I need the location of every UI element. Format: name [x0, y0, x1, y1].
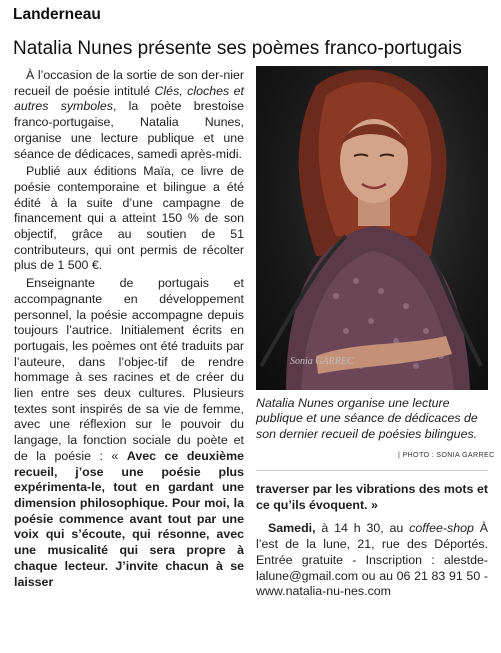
book-title: Clés, cloches et autres symboles [14, 83, 244, 114]
author-quote: Avec ce deuxième recueil, j’ose une poésie plus expérimenta-le, tout en gardant une dimension philosophique. Pour moi, la poésie commence avant tout par une voix qui s’écoute, qui résonne, avec une musicalité qui sera propre à chaque lecteur. J’invite chacun à se laisser [14, 448, 244, 589]
portrait-illustration [256, 66, 488, 390]
quote-end: traverser par les vibrations des mots et ce qu’ils évoquent. » [256, 482, 488, 512]
info-day: Samedi, [268, 521, 316, 536]
photo-credit: | PHOTO : SONIA GARREC [398, 450, 495, 459]
info-details: À l’est de la lune, 21, rue des Déportés. Entrée gratuite - Inscription : alestde-lalune@gmail.com ou au 06 21 83 91 50 - www.natalia-nu-nes.com [256, 521, 488, 599]
left-column [14, 68, 244, 640]
intro-text-end: , la poète brestoise franco-portugaise, Natalia Nunes, organise une lecture publique et une séance de dédicaces, samedi après-midi. [14, 99, 244, 161]
practical-info [256, 521, 488, 600]
intro-text: À l’occasion de la sortie de son der-nier recueil de poésie intitulé [14, 68, 244, 98]
photo-caption: Natalia Nunes organise une lecture publique et une séance de dédicaces de son dernier recueil de poésies bilingues. [256, 396, 478, 441]
info-time: à 14 h 30, au [315, 521, 410, 536]
caption-divider [256, 470, 488, 471]
right-column [256, 482, 488, 602]
paragraph-biography [14, 276, 244, 590]
section-label: Landerneau [13, 6, 101, 23]
biography-text: Enseignante de portugais et accompagnante en développement personnel, la poésie accompagne depuis toujours l’autrice. Initialement écrits en portugais, les poèmes ont été traduits par l’auteure, dans l’objec-tif de rendre hommage à ses racines et de créer du lien entre ses deux cultures. Plusieurs textes sont inspirés de sa vie de femme, avec une réflexion sur le pouvoir du langage, la fonction sociale du poète et de la poésie : « [14, 276, 244, 463]
author-photo [256, 66, 488, 390]
photo-watermark: Sonia GARREC [290, 356, 354, 367]
paragraph-intro [14, 68, 244, 162]
info-venue-type: coffee-shop [409, 521, 474, 536]
headline: Natalia Nunes présente ses poèmes franco-portugais [13, 38, 462, 59]
paragraph-publication: Publié aux éditions Maïa, ce livre de poésie contemporaine et bilingue a été édité à la suite d’une campagne de financement qui a atteint 150 % de son objectif, grâce au soutien de 51 contributeurs, qui ont permis de récolter plus de 1 500 €. [14, 164, 244, 273]
